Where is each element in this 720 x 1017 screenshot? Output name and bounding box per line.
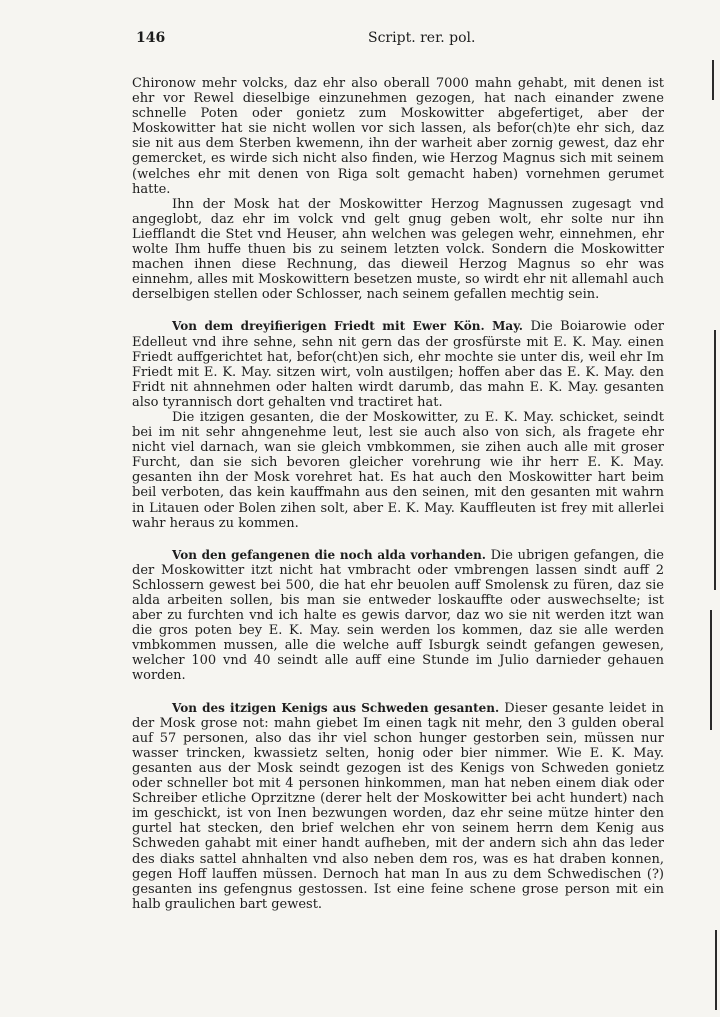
paragraph-6-text: Dieser gesante leidet in der Mosk grose not: mahn giebet Im einen tagk nit mehr, den 3 gulden oberal auf 57 personen, also das ihr viel schon hunger gestorben sein, müssen nur wasser trincken, kwassietz selten, honig oder bier nimmer. Wie E. K. May. gesanten aus der Mosk seindt gezogen ist des Kenigs von Schweden gonietz oder schneller bot mit 4 personen hinkommen, man hat neben einem diak oder Schreiber etliche Oprzitzne (derer helt der Moskowitter bei acht hundert) nach im geschickt, ist von Inen bezwungen worden, daz ehr seine mütze hinter den gurtel hat stecken, den brief welchen ehr von seinem herrn dem Kenig aus Schweden gahabt mit einer handt aufheben, mit der andern sich ahn das leder des diaks sattel ahnhalten vnd also neben dem ros, was es hat draben konnen, gegen Hoff lauffen müssen. Dernoch hat man In aus zu dem Schwedischen (?) gesanten ins gefengnus gestossen. Ist eine feine schene grose person mit ein halb graulichen bart gewest. [132,700,664,912]
section-heading-prisoners: Von den gefangenen die noch alda vorhanden. [172,547,486,562]
running-title: Script. rer. pol. [368,30,476,46]
paragraph-4-text: Die itzigen gesanten, die der Moskowitter, zu E. K. May. schicket, seindt bei im nit sehr ahngenehme leut, lest sie auch also von sich, als fragete ehr nicht viel darnach, wan sie gleich vmbkommen, sie zihen auch alle mit groser Furcht, dan sie sich bevoren gleicher vorehrung wie ihr herr E. K. May. gesanten ihn der Mosk vorehret hat. Es hat auch den Moskowitter hart beim beil verboten, das kein kauffmahn aus den seinen, mit den gesanten mit wahrn in Litauen oder Bolen zihen solt, aber E. K. May. Kauffleuten ist frey mit allerlei wahr heraus zu kommen. [132,409,664,531]
paragraph-2-text: Ihn der Mosk hat der Moskowitter Herzog Magnussen zugesagt vnd angeglobt, daz ehr im volck vnd gelt gnug geben wolt, ehr solte nur ihn Liefflandt die Stet vnd Heuser, ahn welchen was gelegen wehr, einnehmen, ehr wolte Ihm huffe thuen bis zu seinem letzten volck. Sondern die Moskowitter machen ihnen diese Rechnung, das dieweil Herzog Magnus so ehr was einnehm, alles mit Moskowittern besetzen muste, so wirdt ehr nit allemahl auch derselbigen stellen oder Schlosser, nach seinem gefallen mechtig sein. [132,196,664,303]
body-text [132,76,664,912]
paragraph-1-text: Chironow mehr volcks, daz ehr also oberall 7000 mahn gehabt, mit denen ist ehr vor Rewel dieselbige einzunehmen gezogen, hat nach einander zwene schnelle Poten oder gonietz zum Moskowitter abgefertiget, aber der Moskowitter hat sie nicht wollen vor sich lassen, als befor(ch)te ehr sich, daz sie nit aus dem Sterben kwemenn, ihn der warheit aber zornig gewest, daz ehr gemercket, es wirde sich nicht also finden, wie Herzog Magnus sich mit seinem (welches ehr mit denen von Riga solt gemacht haben) vornehmen gerumet hatte. [132,76,664,197]
paragraph-3-text: Die Boiarowie oder Edelleut vnd ihre sehne, sehn nit gern das der grosfürste mit E. K. May. einen Friedt auffgerichtet hat, befor(cht)en sich, ehr mochte sie unter dis, weil ehr Im Friedt mit E. K. May. sitzen wirt, voln austilgen; hoffen aber das E. K. May. den Fridt nit ahnnehmen oder halten wirdt darumb, das mahn E. K. May. gesanten also tyrannisch dort gehalten vnd tractiret hat. [132,319,664,410]
section-heading-swedish-envoy: Von des itzigen Kenigs aus Schweden gesanten. [172,700,500,715]
paragraph-1 [132,76,664,197]
section-heading-peace: Von dem dreyifierigen Friedt mit Ewer Kön. May. [172,319,523,334]
paragraph-5-text: Die ubrigen gefangen, die der Moskowitter itzt nicht hat vmbracht oder vmbrengen lassen sindt auff 2 Schlossern gewest bei 500, die hat ehr beuolen auff Smolensk zu füren, daz sie alda arbeiten sollen, bis man sie entweder loskauffte oder auswechselte; ist aber zu furchten vnd ich halte es gewis darvor, daz wo sie nit werden itzt wan die gros poten bey E. K. May. sein werden los kommen, daz sie alle werden vmbkommen mussen, alle die welche auff Isburgk seindt gefangen gewesen, welcher 100 vnd 40 seindt alle auff eine Stunde im Julio darnieder gehauen worden. [132,547,664,684]
paragraph-6 [132,701,664,912]
paragraph-3 [132,319,664,410]
paragraph-5 [132,548,664,684]
page-edge [706,0,720,1017]
page-number: 146 [136,30,166,46]
paragraph-4 [132,410,664,531]
paragraph-2 [132,197,664,303]
page-header [136,30,604,52]
